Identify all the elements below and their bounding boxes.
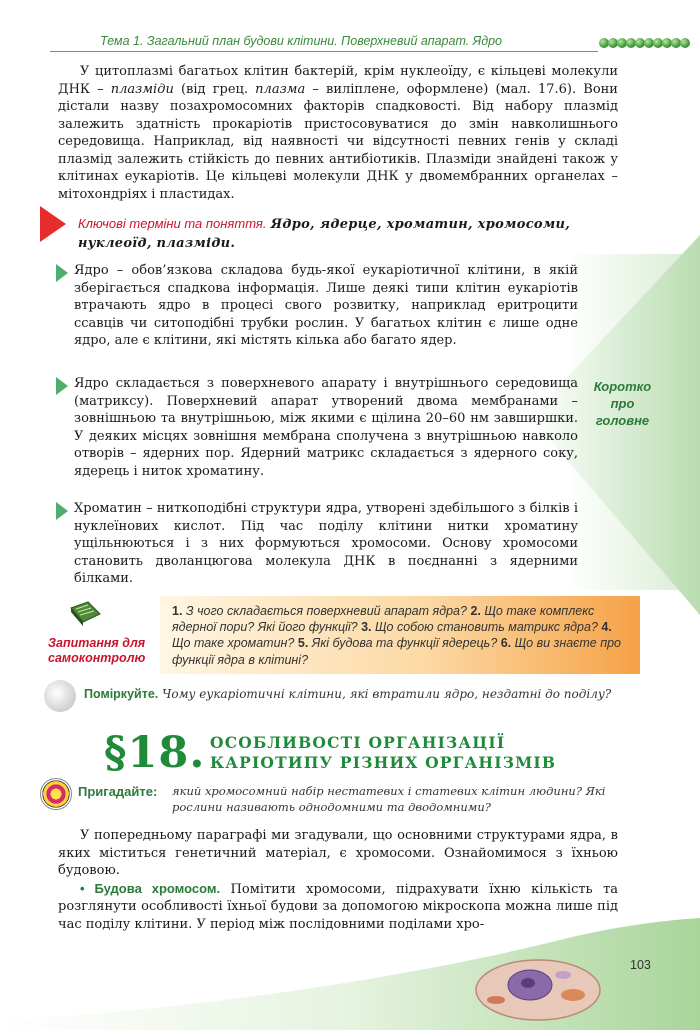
- key-terms-label: Ключові терміни та поняття.: [78, 216, 267, 231]
- questions-list: 1. З чого складається поверхневий апарат ядра? 2. Що таке комплекс ядерної пори? Які його функції? 3. Що собою становить матрикс ядра? 4. Що таке хроматин? 5. Які будова та функції ядерець? 6. Що ви знаєте про функції ядра в клітині?: [172, 604, 621, 667]
- summary-label: Коротко про головне: [593, 379, 652, 428]
- section-number: §18.: [104, 728, 206, 778]
- key-terms-marker-icon: [40, 206, 66, 242]
- summary-item: Ядро – обов’язкова складова будь-якої еукаріотичної клітини, в якій зберігається спадкова інформація. Лише деякі типи клітин еукаріотів втрачають ядро в процесі свого розвитку, наприклад еритроцити ссавців чи ситоподібні трубки рослин. У багатьох клітин є лише одне ядро, але є клітини, які містять кілька або багато ядер.: [58, 262, 578, 350]
- cell-illustration: [468, 945, 618, 1025]
- header-rule: [50, 51, 598, 52]
- page-number: 103: [630, 958, 651, 972]
- term-plasmids: плазміди: [110, 81, 174, 97]
- bullet-triangle-icon: [56, 502, 68, 520]
- bullet-triangle-icon: [56, 264, 68, 282]
- think-question: Чому еукаріотичні клітини, які втратили ядро, нездатні до поділу?: [162, 687, 612, 701]
- think-icon: [44, 680, 76, 712]
- summary-item: Ядро складається з поверхневого апарату і внутрішнього середовища (матриксу). Поверхневий апарат утворений двома мембранами – зовнішньою та внутрішньою, між якими є щілина 20–60 нм завширшки. У деяких місцях зовнішня мембрана сполучена з внутрішньою навколо отворів – ядерних пор. Ядерний матрикс складається з ядерного соку, ядерець і ниток хроматину.: [58, 375, 578, 480]
- section-title: ОСОБЛИВОСТІ ОРГАНІЗАЦІЇ КАРІОТИПУ РІЗНИХ ОРГАНІЗМІВ: [210, 733, 557, 772]
- intro-paragraph: У цитоплазмі багатьох клітин бактерій, крім нуклеоїду, є кільцеві молекули ДНК – плазміди (від грец. плазма – виліплене, оформлене) (мал. 17.6). Вони дістали назву позахромосомних факторів спадковості. Від набору плазмід залежить здатність прокаріотів пристосовуватися до змін навколишнього середовища. Наприклад, від наявності чи відсутності певних генів у складі плазмід залежить стійкість до певних антибіотиків. Плазміди знайдені також у клітинах еукаріотів. Це кільцеві молекули ДНК у двомембранних органелах – мітохондріях і пластидах.: [58, 64, 618, 202]
- target-icon: [40, 778, 72, 810]
- think-label: Поміркуйте.: [84, 687, 159, 701]
- remember-label: Пригадайте:: [78, 784, 158, 799]
- body-paragraph: У попередньому параграфі ми згадували, що основними структурами ядра, в яких міститься генетичний матеріал, є хромосоми. Ознайомимося з їхньою будовою. • Будова хромосом. Помітити хромосоми, підрахувати їхню кількість та розглянути особливості їхньої будови за допомогою мікроскопа можна лише під час поділу клітини. У період між послідовними поділами хро-: [58, 828, 619, 932]
- key-terms-list: Ядро, ядерце, хроматин, хромосоми, нуклеоїд, плазміди.: [78, 217, 571, 251]
- bullet-triangle-icon: [56, 377, 68, 395]
- notebook-icon: [68, 600, 102, 628]
- summary-item: Хроматин – ниткоподібні структури ядра, утворені здебільшого з білків і нуклеїнових кислот. Під час поділу клітини нитки хроматину ущільнюються і з них формуються хромосоми. Основу хромосоми становить дволанцюгова молекула ДНК в поєднанні з ядерними білками.: [58, 500, 578, 588]
- questions-label: Запитання для самоконтролю: [48, 636, 146, 665]
- think-prompt: [84, 687, 611, 701]
- running-header: Тема 1. Загальний план будови клітини. Поверхневий апарат. Ядро: [100, 34, 503, 48]
- bullet-heading: • Будова хромосом.: [80, 880, 221, 896]
- beads-decoration: [600, 36, 700, 50]
- remember-text: який хромосомний набір нестатевих і статевих клітин людини? Які рослини називають однодомними та дводомними?: [172, 784, 606, 814]
